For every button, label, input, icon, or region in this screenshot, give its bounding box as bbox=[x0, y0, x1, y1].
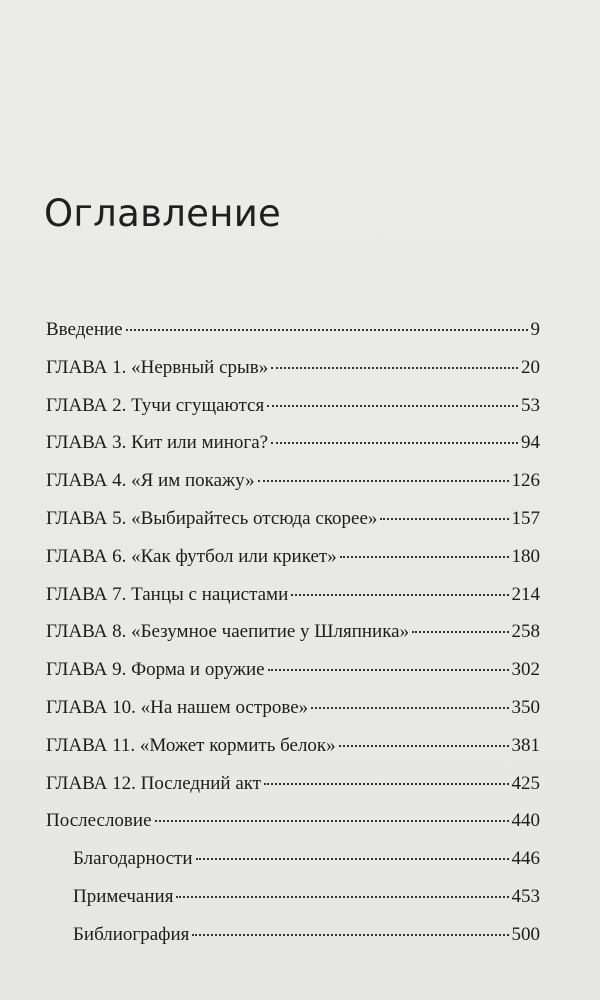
toc-entry bbox=[46, 507, 540, 545]
toc-entry-label: ГЛАВА 1. «Нервный срыв» bbox=[46, 356, 269, 378]
toc-entry-page-number: 500 bbox=[511, 923, 540, 945]
table-of-contents bbox=[46, 318, 540, 961]
toc-entry bbox=[46, 318, 540, 356]
toc-entry bbox=[46, 469, 540, 507]
toc-entry bbox=[46, 431, 540, 469]
toc-entry-label: ГЛАВА 8. «Безумное чаепитие у Шляпника» bbox=[46, 621, 410, 643]
toc-dot-leader bbox=[196, 858, 509, 860]
toc-dot-leader bbox=[271, 442, 518, 444]
toc-dot-leader bbox=[258, 480, 509, 482]
toc-dot-leader bbox=[339, 745, 509, 747]
toc-entry-page-number: 350 bbox=[511, 696, 540, 718]
toc-entry-label: Введение bbox=[46, 319, 123, 340]
toc-entry-page-number: 94 bbox=[521, 432, 540, 454]
toc-entry-label: Послесловие bbox=[46, 810, 152, 832]
toc-dot-leader bbox=[176, 896, 508, 898]
toc-entry-page-number: 9 bbox=[530, 319, 540, 340]
toc-entry bbox=[46, 809, 540, 847]
toc-entry bbox=[46, 583, 540, 621]
toc-dot-leader bbox=[380, 518, 508, 520]
toc-dot-leader bbox=[264, 783, 508, 785]
toc-entry-page-number: 157 bbox=[511, 507, 540, 529]
toc-dot-leader bbox=[192, 934, 508, 936]
toc-entry bbox=[46, 620, 540, 658]
toc-entry-page-number: 180 bbox=[511, 545, 540, 567]
toc-dot-leader bbox=[267, 405, 518, 407]
toc-entry bbox=[46, 545, 540, 583]
toc-dot-leader bbox=[291, 594, 508, 596]
toc-dot-leader bbox=[412, 631, 508, 633]
toc-entry-label: ГЛАВА 9. Форма и оружие bbox=[46, 659, 265, 681]
toc-entry-page-number: 453 bbox=[511, 885, 540, 907]
toc-entry-page-number: 126 bbox=[511, 470, 540, 492]
toc-entry-label: Примечания bbox=[73, 885, 174, 907]
toc-entry-page-number: 381 bbox=[511, 734, 540, 756]
toc-entry-label: ГЛАВА 2. Тучи сгущаются bbox=[46, 394, 265, 416]
toc-entry-label: ГЛАВА 3. Кит или минога? bbox=[46, 432, 269, 454]
toc-dot-leader bbox=[340, 556, 509, 558]
toc-entry-page-number: 446 bbox=[511, 848, 540, 870]
toc-entry bbox=[46, 658, 540, 696]
toc-entry bbox=[46, 356, 540, 394]
toc-entry bbox=[46, 847, 540, 885]
page-title: Оглавление bbox=[44, 192, 282, 235]
toc-entry bbox=[46, 885, 540, 923]
toc-entry-label: Библиография bbox=[73, 923, 190, 945]
toc-entry-label: Благодарности bbox=[73, 848, 193, 870]
toc-entry bbox=[46, 923, 540, 961]
toc-dot-leader bbox=[311, 707, 508, 709]
toc-entry-label: ГЛАВА 11. «Может кормить белок» bbox=[46, 734, 336, 756]
toc-entry-label: ГЛАВА 6. «Как футбол или крикет» bbox=[46, 545, 337, 567]
toc-entry-label: ГЛАВА 4. «Я им покажу» bbox=[46, 470, 255, 492]
toc-entry-page-number: 258 bbox=[511, 621, 540, 643]
toc-entry-page-number: 53 bbox=[521, 394, 540, 416]
toc-entry bbox=[46, 394, 540, 432]
toc-dot-leader bbox=[271, 367, 518, 369]
toc-entry-page-number: 214 bbox=[511, 583, 540, 605]
toc-entry-label: ГЛАВА 12. Последний акт bbox=[46, 772, 262, 794]
toc-entry-page-number: 440 bbox=[511, 810, 540, 832]
toc-entry-label: ГЛАВА 7. Танцы с нацистами bbox=[46, 583, 289, 605]
toc-dot-leader bbox=[155, 820, 509, 822]
toc-entry-label: ГЛАВА 10. «На нашем острове» bbox=[46, 696, 309, 718]
toc-entry-page-number: 302 bbox=[511, 659, 540, 681]
toc-dot-leader bbox=[268, 669, 509, 671]
toc-entry-label: ГЛАВА 5. «Выбирайтесь отсюда скорее» bbox=[46, 507, 378, 529]
toc-entry-page-number: 425 bbox=[511, 772, 540, 794]
toc-dot-leader bbox=[126, 329, 528, 331]
toc-entry bbox=[46, 696, 540, 734]
toc-entry-page-number: 20 bbox=[521, 356, 540, 378]
toc-entry bbox=[46, 772, 540, 810]
toc-entry bbox=[46, 734, 540, 772]
